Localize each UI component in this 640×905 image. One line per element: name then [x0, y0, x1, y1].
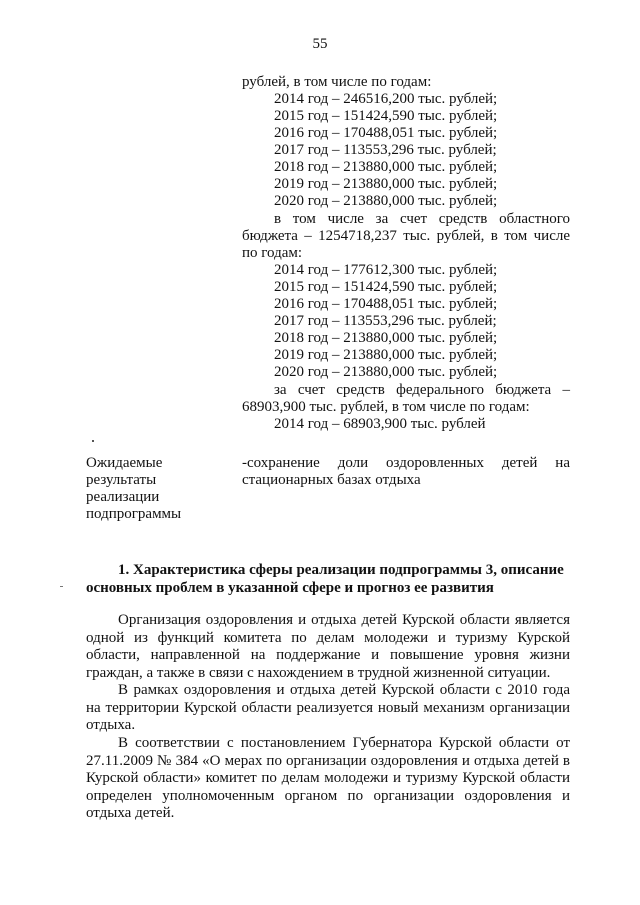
year-regional-line: 2016 год – 170488,051 тыс. рублей;: [274, 296, 498, 312]
regional-budget-line2: бюджета – 1254718,237 тыс. рублей, в том числе: [242, 228, 570, 244]
paragraph: В соответствии с постановлением Губернатора Курской области от 27.11.2009 № 384 «О мерах по организации оздоровления и отдыха детей в Курской области» комитет по делам молодежи и туризму Курской области определен уполномоченным органом по организации оздоровления и отдыха детей.: [86, 735, 570, 821]
results-value-line1: -сохранение доли оздоровленных детей на: [242, 455, 570, 471]
section-heading-line1: 1. Характеристика сферы реализации подпрограммы 3, описание: [118, 562, 564, 578]
year-total-line: 2018 год – 213880,000 тыс. рублей;: [274, 159, 498, 175]
year-total-line: 2015 год – 151424,590 тыс. рублей;: [274, 108, 498, 124]
year-regional-line: 2018 год – 213880,000 тыс. рублей;: [274, 330, 498, 346]
regional-budget-line3: по годам:: [242, 245, 303, 261]
paragraph: Организация оздоровления и отдыха детей Курской области является одной из функций комитета по делам молодежи и туризму Курской области, направленной на поддержание и повышение уровня жизни граждан, а также в связи с нахождением в трудной жизненной ситуации.: [86, 612, 570, 681]
page-number: 55: [312, 36, 328, 52]
financing-intro: рублей, в том числе по годам:: [242, 74, 432, 90]
scan-speck: [92, 440, 94, 442]
section-heading-line2: основных проблем в указанной сфере и прогноз ее развития: [86, 580, 494, 596]
year-regional-line: 2014 год – 177612,300 тыс. рублей;: [274, 262, 498, 278]
results-value-line2: стационарных базах отдыха: [242, 472, 421, 488]
federal-year-line: 2014 год – 68903,900 тыс. рублей: [274, 416, 486, 432]
results-label: Ожидаемые результаты реализации подпрограммы: [86, 455, 182, 522]
paragraph: В рамках оздоровления и отдыха детей Курской области с 2010 года на территории Курской области реализуется новый механизм организации отдыха.: [86, 682, 570, 733]
year-total-line: 2014 год – 246516,200 тыс. рублей;: [274, 91, 498, 107]
year-total-line: 2020 год – 213880,000 тыс. рублей;: [274, 193, 498, 209]
regional-budget-line1: в том числе за счет средств областного: [274, 211, 570, 227]
year-total-line: 2017 год – 113553,296 тыс. рублей;: [274, 142, 497, 158]
margin-mark: [60, 586, 63, 587]
year-regional-line: 2019 год – 213880,000 тыс. рублей;: [274, 347, 498, 363]
year-regional-line: 2015 год – 151424,590 тыс. рублей;: [274, 279, 498, 295]
year-total-line: 2019 год – 213880,000 тыс. рублей;: [274, 176, 498, 192]
federal-budget-line2: 68903,900 тыс. рублей, в том числе по годам:: [242, 399, 530, 415]
year-total-line: 2016 год – 170488,051 тыс. рублей;: [274, 125, 498, 141]
federal-budget-line1: за счет средств федерального бюджета –: [274, 382, 570, 398]
year-regional-line: 2020 год – 213880,000 тыс. рублей;: [274, 364, 498, 380]
year-regional-line: 2017 год – 113553,296 тыс. рублей;: [274, 313, 497, 329]
